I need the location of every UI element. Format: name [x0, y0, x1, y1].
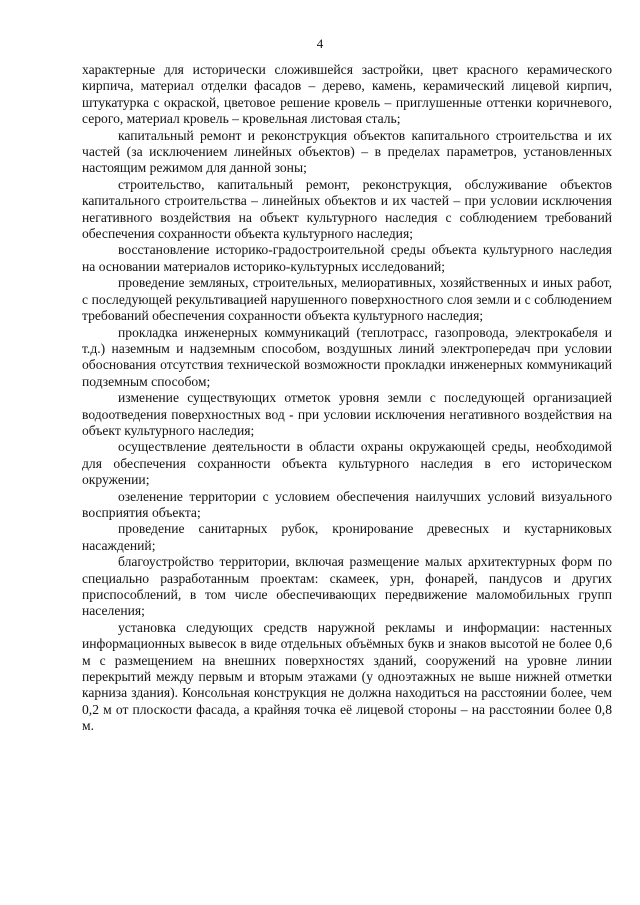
paragraph: изменение существующих отметок уровня земли с последующей организацией водоотведения поверхностных вод - при условии исключения негативного воздействия на объект культурного наследия; [82, 390, 612, 438]
paragraph: проведение санитарных рубок, кронирование древесных и кустарниковых насаждений; [82, 521, 612, 553]
paragraph: строительство, капитальный ремонт, реконструкция, обслуживание объектов капитального строительства – линейных объектов и их частей – при условии исключения негативного воздействия на объект культурного наследия с соблюдением требований обеспечения сохранности объекта культурного наследия; [82, 176, 612, 242]
paragraph: осуществление деятельности в области охраны окружающей среды, необходимой для обеспечения сохранности объекта культурного наследия в его историческом окружении; [82, 439, 612, 488]
paragraph: благоустройство территории, включая размещение малых архитектурных форм по специально разработанным проектам: скамеек, урн, фонарей, пандусов и других приспособлений, в том числе обеспечивающих передвижение маломобильных групп населения; [82, 554, 612, 619]
paragraph: проведение земляных, строительных, мелиоративных, хозяйственных и иных работ, с последующей рекультивацией нарушенного поверхностного слоя земли и с соблюдением требований обеспечения сохранности объекта культурного наследия; [82, 275, 612, 324]
paragraph: капитальный ремонт и реконструкция объектов капитального строительства и их частей (за исключением линейных объектов) – в пределах параметров, установленных настоящим режимом для данной зоны; [82, 127, 612, 176]
paragraph: восстановление историко-градостроительной среды объекта культурного наследия на основании материалов историко-культурных исследований; [82, 242, 612, 274]
page-number: 4 [316, 36, 324, 51]
document-body [82, 62, 612, 735]
paragraph: установка следующих средств наружной рекламы и информации: настенных информационных вывесок в виде отдельных объёмных букв и знаков высотой не более 0,6 м с размещением на внешних поверхностях зданий, сооружений на уровне линии перекрытий между первым и вторым этажами (у одноэтажных не выше нижней отметки карниза здания). Консольная конструкция не должна находиться на расстоянии более, чем 0,2 м от плоскости фасада, а крайняя точка её лицевой стороны – на расстоянии более 0,8 м. [82, 619, 612, 734]
paragraph: озеленение территории с условием обеспечения наилучших условий визуального восприятия объекта; [82, 488, 612, 520]
paragraph: прокладка инженерных коммуникаций (теплотрасс, газопровода, электрокабеля и т.д.) наземным и надземным способом, воздушных линий электропередач при условии обоснования отсутствия технической возможности прокладки инженерных коммуникаций подземным способом; [82, 324, 612, 389]
paragraph: характерные для исторически сложившейся застройки, цвет красного керамического кирпича, материал отделки фасадов – дерево, камень, керамический лицевой кирпич, штукатурка с окраской, цветовое решение кровель – приглушенные оттенки коричневого, серого, материал кровель – кровельная листовая сталь; [82, 62, 612, 127]
